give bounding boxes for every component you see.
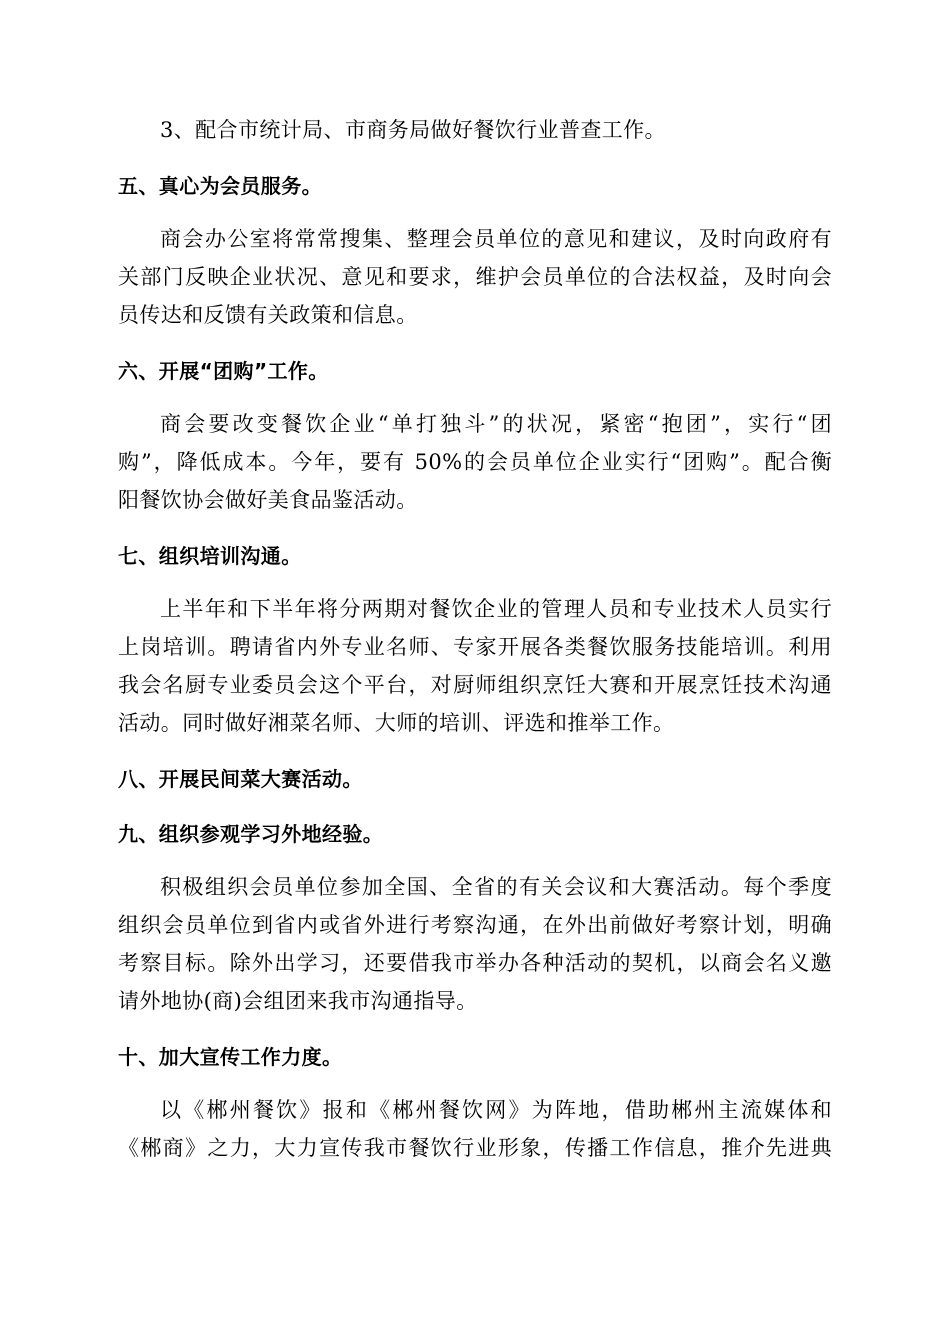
paragraph-line: 以《郴州餐饮》报和《郴州餐饮网》为阵地，借助郴州主流媒体和 xyxy=(160,1098,832,1122)
section-heading-7: 七、组织培训沟通。 xyxy=(118,544,302,568)
paragraph-line: 考察目标。除外出学习，还要借我市举办各种活动的契机，以商会名义邀 xyxy=(118,951,832,975)
paragraph-line: 组织会员单位到省内或省外进行考察沟通，在外出前做好考察计划，明确 xyxy=(118,913,832,937)
section-heading-8: 八、开展民间菜大赛活动。 xyxy=(118,767,363,791)
paragraph-line: 积极组织会员单位参加全国、全省的有关会议和大赛活动。每个季度 xyxy=(160,875,832,899)
paragraph-line: 购”，降低成本。今年，要有 50%的会员单位企业实行“团购”。配合衡 xyxy=(118,450,832,474)
section-heading-6: 六、开展“团购”工作。 xyxy=(118,359,329,383)
paragraph-line: 上岗培训。聘请省内外专业名师、专家开展各类餐饮服务技能培训。利用 xyxy=(118,635,832,659)
paragraph-line: 阳餐饮协会做好美食品鉴活动。 xyxy=(118,488,418,512)
paragraph-line: 活动。同时做好湘菜名师、大师的培训、评选和推举工作。 xyxy=(118,711,675,735)
paragraph-line: 关部门反映企业状况、意见和要求，维护会员单位的合法权益，及时向会 xyxy=(118,265,832,289)
section-heading-5: 五、真心为会员服务。 xyxy=(118,174,322,198)
section-heading-10: 十、加大宣传工作力度。 xyxy=(118,1045,343,1069)
paragraph-line: 商会办公室将常常搜集、整理会员单位的意见和建议，及时向政府有 xyxy=(160,227,832,251)
section-heading-9: 九、组织参观学习外地经验。 xyxy=(118,822,384,846)
paragraph-line: 《郴商》之力，大力宣传我市餐饮行业形象，传播工作信息，推介先进典 xyxy=(118,1136,832,1160)
paragraph-line: 员传达和反馈有关政策和信息。 xyxy=(118,303,418,327)
list-item-3: 3、配合市统计局、市商务局做好餐饮行业普查工作。 xyxy=(160,118,666,142)
paragraph-line: 我会名厨专业委员会这个平台，对厨师组织烹饪大赛和开展烹饪技术沟通 xyxy=(118,673,832,697)
paragraph-line: 上半年和下半年将分两期对餐饮企业的管理人员和专业技术人员实行 xyxy=(160,597,832,621)
paragraph-line: 商会要改变餐饮企业“单打独斗”的状况，紧密“抱团”，实行“团 xyxy=(160,412,832,436)
paragraph-line: 请外地协(商)会组团来我市沟通指导。 xyxy=(118,989,478,1013)
